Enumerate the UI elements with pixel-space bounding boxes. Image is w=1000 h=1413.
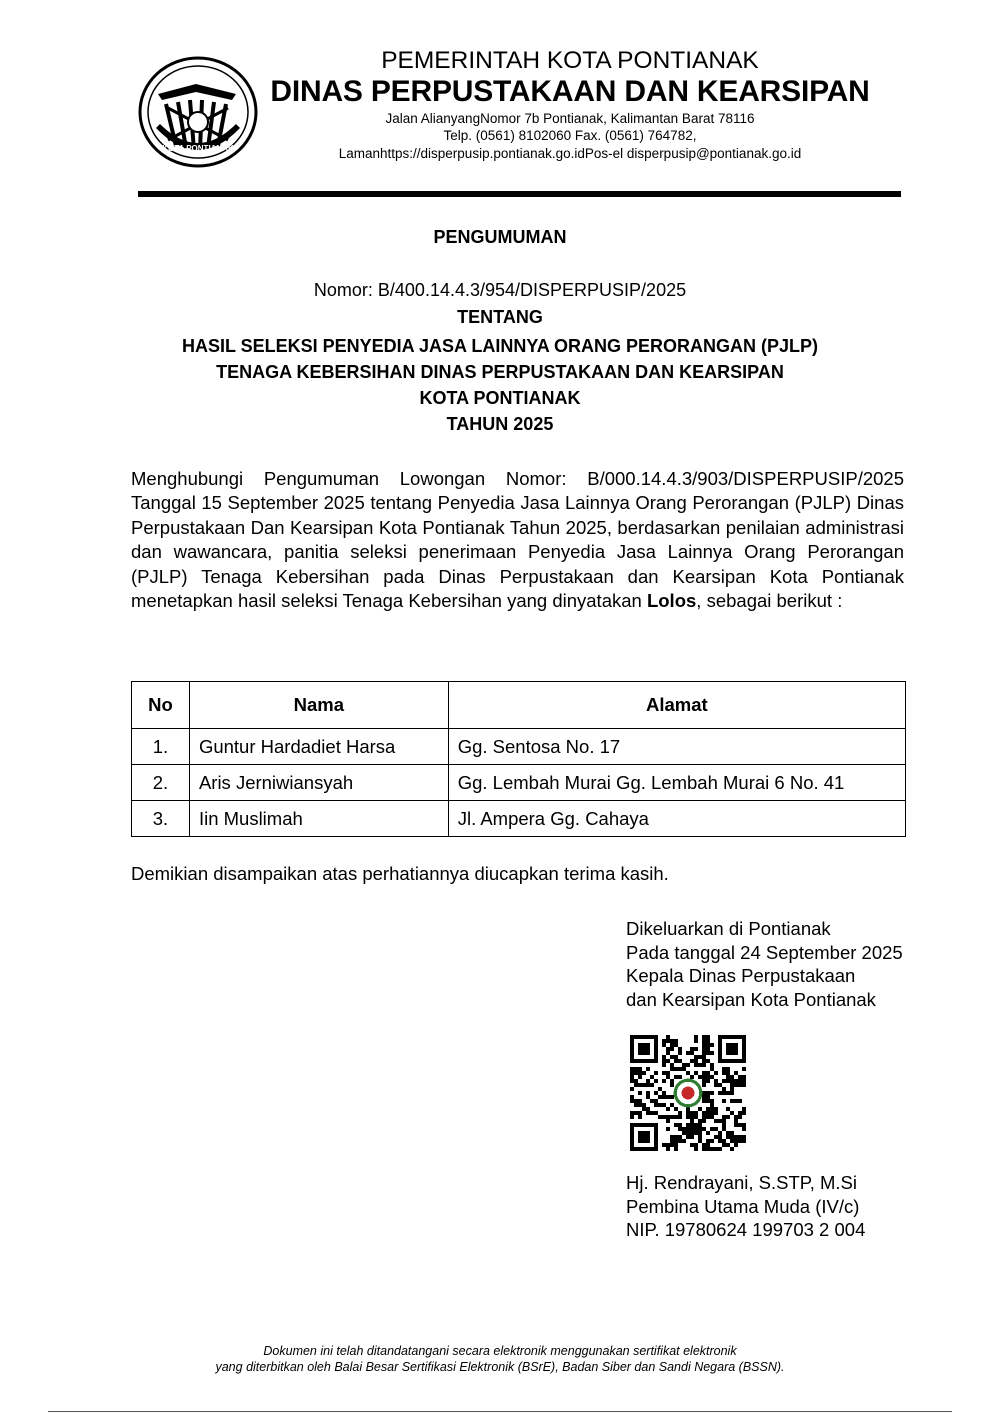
table-row [132, 765, 906, 801]
closing-statement: Demikian disampaikan atas perhatiannya diucapkan terima kasih. [131, 863, 669, 884]
row-name: Iin Muslimah [189, 801, 448, 837]
footer-line-2: yang diterbitkan oleh Balai Besar Sertifikasi Elektronik (BSrE), Badan Siber dan Sandi Negara (BSSN). [215, 1360, 785, 1374]
header-address: Alamat [448, 682, 905, 729]
announcement-number: Nomor: B/400.14.4.3/954/DISPERPUSIP/2025 [313, 280, 687, 300]
signature-block [626, 917, 903, 1011]
header-no: No [132, 682, 190, 729]
header-name: Nama [189, 682, 448, 729]
row-no: 2. [132, 765, 190, 801]
announcement-subject [0, 333, 1000, 437]
table-row [132, 801, 906, 837]
qr-code-signature [630, 1035, 746, 1151]
logo-text: KOTA PONTIANAK [162, 144, 234, 153]
footer-divider [48, 1411, 952, 1412]
announcement-paragraph [131, 467, 904, 613]
letterhead-web: Lamanhttps://disperpusip.pontianak.go.idPos-el disperpusip@pontianak.go.id [338, 146, 802, 161]
letterhead-divider [138, 191, 901, 197]
signer-rank: Pembina Utama Muda (IV/c) [626, 1195, 860, 1217]
announcement-about: TENTANG [457, 307, 543, 327]
subject-line-1: HASIL SELEKSI PENYEDIA JASA LAINNYA ORANG PERORANGAN (PJLP) [181, 336, 819, 356]
row-address: Gg. Lembah Murai Gg. Lembah Murai 6 No. 41 [448, 765, 905, 801]
subject-line-3: KOTA PONTIANAK [419, 388, 581, 408]
letterhead-phone: Telp. (0561) 8102060 Fax. (0561) 764782, [443, 128, 697, 143]
row-name: Aris Jerniwiansyah [189, 765, 448, 801]
subject-line-2: TENAGA KEBERSIHAN DINAS PERPUSTAKAAN DAN KEARSIPAN [216, 362, 784, 382]
paragraph-status-bold: Lolos [646, 590, 697, 612]
table-header-row [132, 682, 906, 729]
paragraph-main: Menghubungi Pengumuman Lowongan Nomor: B/000.14.4.3/903/DISPERPUSIP/2025 Tanggal 15 September 2025 tentang Penyedia Jasa Lainnya Orang Perorangan (PJLP) Dinas Perpustakaan Dan Kearsipan Kota Pontianak Tahun 2025, berdasarkan penilaian administrasi dan wawancara, panitia seleksi penerimaan Penyedia Jasa Lainnya Orang Perorangan (PJLP) Tenaga Kebersihan pada Dinas Perpustakaan dan Kearsipan Kota Pontianak menetapkan hasil seleksi Tenaga Kebersihan yang dinyatakan [131, 468, 904, 612]
row-name: Guntur Hardadiet Harsa [189, 729, 448, 765]
table-row [132, 729, 906, 765]
signer-name: Hj. Rendrayani, S.STP, M.Si [626, 1172, 857, 1193]
signer-block [626, 1171, 865, 1242]
city-emblem-logo [136, 54, 260, 170]
e-signature-footer [0, 1343, 1000, 1375]
sign-position-1: Kepala Dinas Perpustakaan [626, 965, 856, 986]
letterhead-address: Jalan AlianyangNomor 7b Pontianak, Kalimantan Barat 78116 [385, 111, 755, 126]
subject-line-4: TAHUN 2025 [446, 414, 554, 434]
letterhead-agency: DINAS PERPUSTAKAAN DAN KEARSIPAN [270, 75, 870, 108]
footer-line-1: Dokumen ini telah ditandatangani secara elektronik menggunakan sertifikat elektronik [263, 1344, 737, 1358]
letterhead-government: PEMERINTAH KOTA PONTIANAK [381, 47, 759, 74]
row-no: 1. [132, 729, 190, 765]
sign-place: Dikeluarkan di Pontianak [626, 918, 831, 939]
row-address: Jl. Ampera Gg. Cahaya [448, 801, 905, 837]
paragraph-end: , sebagai berikut : [696, 590, 843, 612]
announcement-title: PENGUMUMAN [433, 227, 567, 247]
sign-position-2: dan Kearsipan Kota Pontianak [626, 988, 876, 1010]
selection-results-table [131, 681, 906, 837]
row-address: Gg. Sentosa No. 17 [448, 729, 905, 765]
signer-nip: NIP. 19780624 199703 2 004 [626, 1219, 866, 1240]
sign-date: Pada tanggal 24 September 2025 [626, 941, 903, 963]
row-no: 3. [132, 801, 190, 837]
